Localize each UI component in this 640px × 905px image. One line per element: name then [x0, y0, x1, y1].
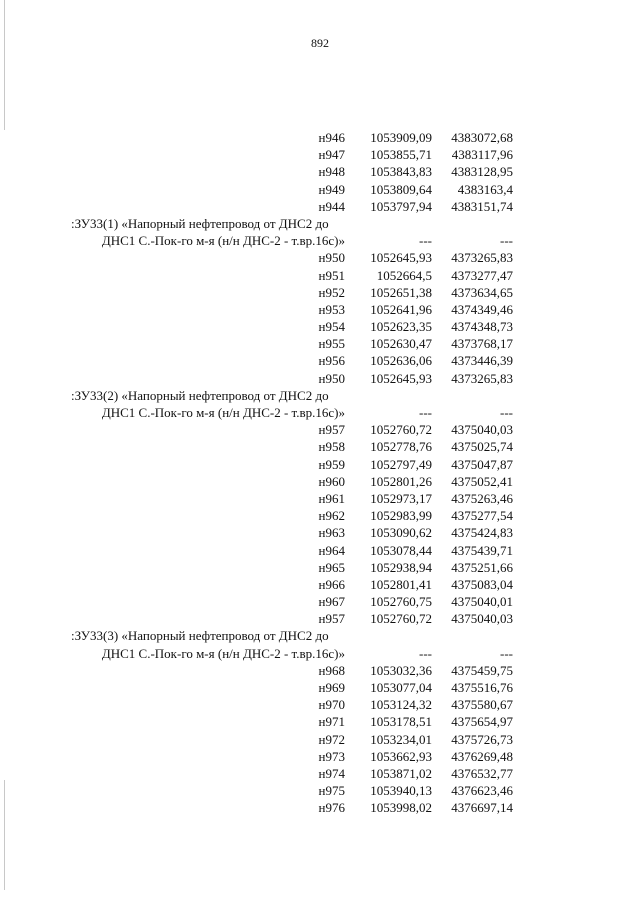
page-number: 892 [311, 36, 329, 50]
coord-y: 4375052,41 [451, 473, 513, 489]
dash-placeholder-y: --- [500, 405, 513, 420]
coord-y: 4374349,46 [451, 301, 513, 317]
coord-y: 4376269,48 [451, 748, 513, 764]
coord-x: 1053809,64 [370, 181, 432, 197]
coord-y: 4375263,46 [451, 490, 513, 506]
coord-x: 1052651,38 [370, 284, 432, 300]
coord-y: 4373277,47 [451, 267, 513, 283]
coordinate-row [0, 490, 640, 507]
coordinate-row [0, 731, 640, 748]
coordinate-row [0, 507, 640, 524]
point-id: н967 [318, 594, 345, 610]
coordinate-row [0, 181, 640, 198]
point-id: н952 [318, 284, 345, 300]
coord-y: 4383163,4 [457, 181, 513, 197]
coord-x: 1053998,02 [370, 800, 432, 816]
coord-y: 4375439,71 [451, 542, 513, 558]
parcel-heading-text: ДНС1 С.-Пок-го м-я (н/н ДНС-2 - т.вр.16с)» [101, 645, 345, 661]
coord-x: 1052760,75 [370, 594, 432, 610]
coord-y: 4375047,87 [451, 456, 513, 472]
coordinate-row [0, 438, 640, 455]
coord-y: 4373265,83 [451, 250, 513, 266]
parcel-heading-line2 [0, 404, 640, 421]
coord-y: 4373446,39 [451, 353, 513, 369]
coordinate-row [0, 662, 640, 679]
dash-placeholder-x: --- [419, 233, 432, 249]
point-id: н976 [318, 800, 345, 816]
point-id: н969 [318, 680, 345, 695]
coord-x: 1053843,83 [370, 164, 432, 180]
point-id: н961 [318, 490, 345, 506]
coord-y: 4375580,67 [451, 697, 513, 713]
point-id: н971 [318, 714, 345, 730]
parcel-heading-text: :ЗУ33(3) «Напорный нефтепровод от ДНС2 до [71, 628, 329, 644]
coord-y: 4376697,14 [451, 800, 513, 816]
coordinate-row [0, 696, 640, 713]
coordinate-row [0, 713, 640, 730]
coordinate-row [0, 284, 640, 301]
point-id: н955 [318, 336, 345, 352]
coord-y: 4376623,46 [451, 783, 513, 799]
coord-x: 1053090,62 [370, 525, 432, 541]
coord-x: 1052973,17 [370, 490, 432, 506]
point-id: н975 [318, 783, 345, 799]
coordinate-row [0, 318, 640, 335]
coord-y: 4374348,73 [451, 319, 513, 335]
coord-x: 1053662,93 [370, 748, 432, 764]
coord-x: 1052797,49 [370, 456, 432, 472]
coordinate-row [0, 748, 640, 765]
coord-x: 1053178,51 [370, 714, 432, 730]
point-id: н974 [318, 765, 345, 781]
point-id: н954 [318, 319, 345, 335]
coordinate-row [0, 559, 640, 576]
coord-x: 1052630,47 [370, 336, 432, 352]
point-id: н962 [318, 508, 345, 524]
point-id: н956 [318, 353, 345, 369]
dash-placeholder-y: --- [500, 233, 513, 249]
parcel-heading-line1 [0, 387, 640, 404]
coord-x: 1052641,96 [370, 301, 432, 317]
coordinate-row [0, 129, 640, 146]
coord-x: 1052938,94 [370, 559, 432, 575]
coord-x: 1053032,36 [370, 662, 432, 678]
dash-placeholder-x: --- [419, 645, 432, 661]
parcel-heading-text: :ЗУ33(2) «Напорный нефтепровод от ДНС2 до [71, 387, 329, 403]
parcel-heading-line2 [0, 232, 640, 249]
coord-x: 1052636,06 [370, 353, 432, 369]
coordinate-row [0, 301, 640, 318]
coordinate-row [0, 593, 640, 610]
point-id: н946 [318, 130, 345, 145]
coordinate-row [0, 765, 640, 782]
parcel-heading-text: :ЗУ33(1) «Напорный нефтепровод от ДНС2 до [71, 215, 329, 231]
point-id: н968 [318, 662, 345, 678]
coord-y: 4375083,04 [451, 576, 513, 592]
coord-x: 1053124,32 [370, 697, 432, 713]
coord-y: 4373634,65 [451, 284, 513, 300]
parcel-heading-text: ДНС1 С.-Пок-го м-я (н/н ДНС-2 - т.вр.16с)» [101, 233, 345, 249]
coord-x: 1053078,44 [370, 542, 432, 558]
point-id: н966 [318, 576, 345, 592]
coordinate-row [0, 146, 640, 163]
coord-y: 4383151,74 [451, 198, 513, 214]
coord-x: 1052645,93 [370, 370, 432, 386]
point-id: н964 [318, 542, 345, 558]
coord-x: 1052760,72 [370, 422, 432, 438]
point-id: н948 [318, 164, 345, 180]
coord-x: 1053855,71 [370, 147, 432, 163]
point-id: н950 [318, 370, 345, 386]
coordinate-row [0, 679, 640, 696]
coord-x: 1052801,26 [370, 473, 432, 489]
point-id: н944 [318, 198, 345, 214]
coord-y: 4375251,66 [451, 559, 513, 575]
coord-x: 1052664,5 [376, 267, 432, 283]
coord-x: 1053940,13 [370, 783, 432, 799]
coord-x: 1053077,04 [370, 680, 432, 695]
point-id: н958 [318, 439, 345, 455]
point-id: н953 [318, 301, 345, 317]
coordinate-row [0, 198, 640, 215]
coordinate-row [0, 524, 640, 541]
parcel-heading-line1 [0, 627, 640, 644]
point-id: н970 [318, 697, 345, 713]
coord-x: 1052778,76 [370, 439, 432, 455]
coord-y: 4375040,03 [451, 422, 513, 438]
coordinate-row [0, 473, 640, 490]
coord-x: 1052623,35 [370, 319, 432, 335]
coordinate-row [0, 370, 640, 387]
parcel-heading-line2 [0, 645, 640, 662]
point-id: н963 [318, 525, 345, 541]
coord-y: 4375277,54 [451, 508, 513, 524]
coord-x: 1052983,99 [370, 508, 432, 524]
point-id: н950 [318, 250, 345, 266]
coord-y: 4383117,96 [451, 147, 513, 163]
coordinate-row [0, 267, 640, 284]
coordinate-row [0, 163, 640, 180]
coordinate-row [0, 249, 640, 266]
coord-y: 4375459,75 [451, 662, 513, 678]
point-id: н972 [318, 731, 345, 747]
coord-x: 1053797,94 [370, 198, 432, 214]
coord-y: 4376532,77 [451, 765, 513, 781]
point-id: н947 [318, 147, 345, 163]
coordinate-row [0, 456, 640, 473]
coord-x: 1052645,93 [370, 250, 432, 266]
coord-y: 4375424,83 [451, 525, 513, 541]
coord-x: 1053234,01 [370, 731, 432, 747]
coord-y: 4373768,17 [451, 336, 513, 352]
coord-y: 4373265,83 [451, 370, 513, 386]
coordinate-row [0, 542, 640, 559]
coordinate-row [0, 335, 640, 352]
point-id: н949 [318, 181, 345, 197]
point-id: н957 [318, 611, 345, 627]
parcel-heading-text: ДНС1 С.-Пок-го м-я (н/н ДНС-2 - т.вр.16с)» [101, 405, 345, 420]
coord-y: 4375516,76 [451, 680, 513, 695]
coord-x: 1053909,09 [370, 130, 432, 145]
coord-x: 1052801,41 [370, 576, 432, 592]
coordinate-row [0, 576, 640, 593]
coord-y: 4375726,73 [451, 731, 513, 747]
coordinate-row [0, 352, 640, 369]
point-id: н959 [318, 456, 345, 472]
coordinate-row [0, 782, 640, 799]
coordinates-list [0, 129, 640, 817]
coord-x: 1052760,72 [370, 611, 432, 627]
coord-y: 4375025,74 [451, 439, 513, 455]
scan-edge-mark [4, 0, 5, 130]
point-id: н973 [318, 748, 345, 764]
coord-x: 1053871,02 [370, 765, 432, 781]
parcel-heading-line1 [0, 215, 640, 232]
coord-y: 4383072,68 [451, 130, 513, 145]
point-id: н951 [318, 267, 345, 283]
point-id: н965 [318, 559, 345, 575]
coord-y: 4375654,97 [451, 714, 513, 730]
coord-y: 4383128,95 [451, 164, 513, 180]
coord-y: 4375040,01 [451, 594, 513, 610]
point-id: н957 [318, 422, 345, 438]
coordinate-row [0, 610, 640, 627]
coordinate-row [0, 421, 640, 438]
coord-y: 4375040,03 [451, 611, 513, 627]
dash-placeholder-x: --- [419, 405, 432, 420]
point-id: н960 [318, 473, 345, 489]
coordinate-row [0, 799, 640, 816]
dash-placeholder-y: --- [500, 645, 513, 661]
